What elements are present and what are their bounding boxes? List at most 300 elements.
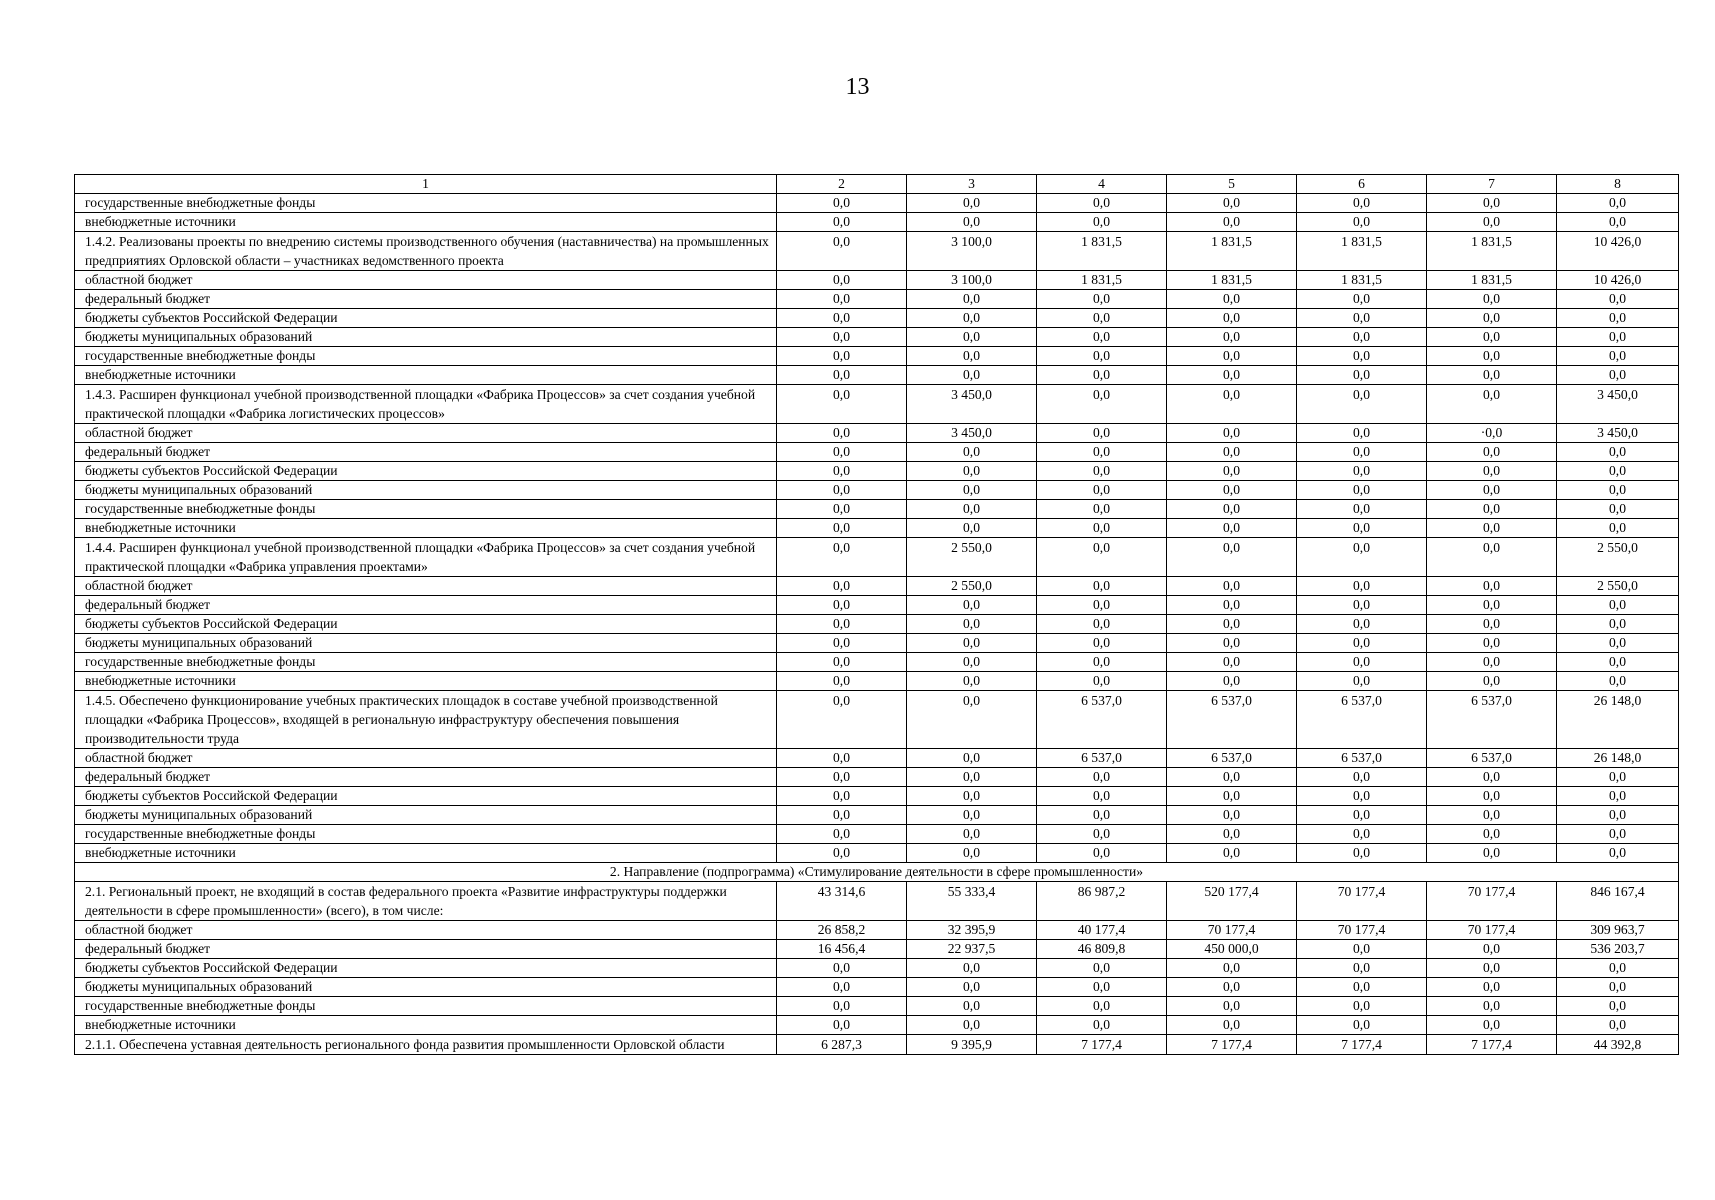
budget-table: [74, 174, 1679, 1055]
row-value: 0,0: [1557, 634, 1679, 653]
row-value: 0,0: [1427, 577, 1557, 596]
row-value: 0,0: [1167, 672, 1297, 691]
row-label: бюджеты муниципальных образований: [75, 634, 777, 653]
row-value: 6 537,0: [1167, 691, 1297, 749]
row-value: 0,0: [777, 787, 907, 806]
row-value: 0,0: [1557, 290, 1679, 309]
row-value: 0,0: [1037, 787, 1167, 806]
row-value: 0,0: [1557, 347, 1679, 366]
row-value: 0,0: [907, 672, 1037, 691]
row-value: 0,0: [777, 615, 907, 634]
table-row: [75, 844, 1679, 863]
row-value: 0,0: [1037, 328, 1167, 347]
row-value: 0,0: [907, 596, 1037, 615]
row-value: 0,0: [1167, 577, 1297, 596]
column-number: 2: [777, 175, 907, 194]
row-value: 0,0: [777, 462, 907, 481]
row-value: 6 537,0: [1167, 749, 1297, 768]
row-value: 0,0: [907, 481, 1037, 500]
row-value: 0,0: [1037, 634, 1167, 653]
row-value: 0,0: [1167, 978, 1297, 997]
row-value: 0,0: [1427, 672, 1557, 691]
table-row: [75, 978, 1679, 997]
row-value: 0,0: [1037, 519, 1167, 538]
row-value: 0,0: [1427, 787, 1557, 806]
row-value: 0,0: [1167, 213, 1297, 232]
row-value: 0,0: [777, 290, 907, 309]
row-label: 1.4.2. Реализованы проекты по внедрению системы производственного обучения (наставничества) на промышленных предприятиях Орловской области – участниках ведомственного проекта: [75, 232, 777, 271]
row-value: 0,0: [1297, 940, 1427, 959]
row-value: 520 177,4: [1167, 882, 1297, 921]
row-value: 0,0: [777, 749, 907, 768]
row-value: 0,0: [907, 366, 1037, 385]
row-label: государственные внебюджетные фонды: [75, 347, 777, 366]
row-value: 0,0: [1557, 978, 1679, 997]
row-label: государственные внебюджетные фонды: [75, 500, 777, 519]
row-value: 1 831,5: [1167, 271, 1297, 290]
row-value: 70 177,4: [1167, 921, 1297, 940]
row-value: 0,0: [1297, 634, 1427, 653]
table-row: [75, 519, 1679, 538]
row-value: 0,0: [1427, 385, 1557, 424]
row-value: 0,0: [1297, 500, 1427, 519]
row-value: 0,0: [777, 691, 907, 749]
row-value: 1 831,5: [1167, 232, 1297, 271]
row-value: 0,0: [777, 519, 907, 538]
row-value: 0,0: [777, 672, 907, 691]
row-value: 6 537,0: [1037, 691, 1167, 749]
row-value: 0,0: [1037, 443, 1167, 462]
row-value: 0,0: [1297, 462, 1427, 481]
row-label: федеральный бюджет: [75, 443, 777, 462]
row-value: 0,0: [1557, 615, 1679, 634]
row-value: 0,0: [1167, 959, 1297, 978]
row-value: 3 450,0: [1557, 385, 1679, 424]
row-value: 0,0: [1297, 347, 1427, 366]
row-value: 0,0: [1427, 1016, 1557, 1035]
row-label: бюджеты субъектов Российской Федерации: [75, 462, 777, 481]
row-label: 2.1. Региональный проект, не входящий в состав федерального проекта «Развитие инфраструктуры поддержки деятельности в сфере промышленности» (всего), в том числе:: [75, 882, 777, 921]
row-value: 0,0: [1037, 481, 1167, 500]
table-row: [75, 596, 1679, 615]
table-row: [75, 1035, 1679, 1055]
row-value: 0,0: [1037, 653, 1167, 672]
row-value: 0,0: [1427, 538, 1557, 577]
row-value: 0,0: [1297, 290, 1427, 309]
row-value: 26 858,2: [777, 921, 907, 940]
row-label: внебюджетные источники: [75, 519, 777, 538]
row-value: 0,0: [1037, 577, 1167, 596]
row-value: 0,0: [777, 194, 907, 213]
row-value: 0,0: [1427, 806, 1557, 825]
row-label: бюджеты субъектов Российской Федерации: [75, 309, 777, 328]
row-value: 0,0: [1167, 519, 1297, 538]
column-number: 6: [1297, 175, 1427, 194]
row-value: 0,0: [777, 653, 907, 672]
row-value: 0,0: [777, 978, 907, 997]
row-value: 0,0: [1557, 806, 1679, 825]
row-value: 450 000,0: [1167, 940, 1297, 959]
row-value: 0,0: [1427, 825, 1557, 844]
row-label: 1.4.3. Расширен функционал учебной производственной площадки «Фабрика Процессов» за счет создания учебной практической площадки «Фабрика логистических процессов»: [75, 385, 777, 424]
row-value: 0,0: [1167, 653, 1297, 672]
row-value: 1 831,5: [1037, 232, 1167, 271]
row-value: 0,0: [1037, 500, 1167, 519]
row-value: 0,0: [1037, 672, 1167, 691]
row-value: 43 314,6: [777, 882, 907, 921]
row-value: 0,0: [907, 194, 1037, 213]
row-value: 6 537,0: [1297, 749, 1427, 768]
row-value: 0,0: [1557, 1016, 1679, 1035]
row-value: 0,0: [907, 615, 1037, 634]
row-value: 0,0: [1427, 213, 1557, 232]
row-value: 0,0: [1037, 462, 1167, 481]
table-row: [75, 385, 1679, 424]
row-value: 0,0: [907, 844, 1037, 863]
row-value: 0,0: [907, 768, 1037, 787]
row-value: 0,0: [907, 309, 1037, 328]
table-row: [75, 806, 1679, 825]
table-row: [75, 309, 1679, 328]
row-value: 0,0: [907, 749, 1037, 768]
column-number: 5: [1167, 175, 1297, 194]
table-row: [75, 347, 1679, 366]
row-value: 0,0: [907, 1016, 1037, 1035]
row-value: 0,0: [1167, 424, 1297, 443]
row-value: 0,0: [1167, 825, 1297, 844]
row-value: 0,0: [907, 691, 1037, 749]
row-label: государственные внебюджетные фонды: [75, 653, 777, 672]
row-value: 0,0: [907, 443, 1037, 462]
row-value: 7 177,4: [1167, 1035, 1297, 1055]
row-value: 0,0: [1427, 347, 1557, 366]
column-number: 8: [1557, 175, 1679, 194]
row-value: 0,0: [907, 653, 1037, 672]
row-value: 0,0: [777, 806, 907, 825]
row-value: 0,0: [1037, 347, 1167, 366]
row-value: 0,0: [1427, 443, 1557, 462]
row-value: 0,0: [1167, 290, 1297, 309]
row-value: 0,0: [1037, 978, 1167, 997]
row-label: внебюджетные источники: [75, 672, 777, 691]
row-value: 0,0: [907, 825, 1037, 844]
row-value: 0,0: [1037, 997, 1167, 1016]
row-value: 7 177,4: [1427, 1035, 1557, 1055]
row-value: 6 537,0: [1427, 691, 1557, 749]
row-value: 0,0: [1167, 844, 1297, 863]
table-row: [75, 882, 1679, 921]
row-value: 0,0: [777, 328, 907, 347]
row-value: 0,0: [907, 290, 1037, 309]
row-value: 846 167,4: [1557, 882, 1679, 921]
row-value: 0,0: [1557, 309, 1679, 328]
row-label: федеральный бюджет: [75, 596, 777, 615]
row-value: 3 100,0: [907, 271, 1037, 290]
column-number: 3: [907, 175, 1037, 194]
row-value: 2 550,0: [1557, 538, 1679, 577]
row-value: 0,0: [1037, 309, 1167, 328]
row-label: бюджеты субъектов Российской Федерации: [75, 959, 777, 978]
row-value: 0,0: [1037, 213, 1167, 232]
row-value: 0,0: [777, 385, 907, 424]
row-value: 6 537,0: [1427, 749, 1557, 768]
row-value: 0,0: [1427, 653, 1557, 672]
row-value: 3 450,0: [907, 424, 1037, 443]
table-row: [75, 672, 1679, 691]
row-value: 0,0: [1037, 1016, 1167, 1035]
table-row: [75, 615, 1679, 634]
table-row: [75, 634, 1679, 653]
row-value: 0,0: [1557, 997, 1679, 1016]
row-value: 0,0: [1297, 787, 1427, 806]
row-value: 32 395,9: [907, 921, 1037, 940]
row-value: 1 831,5: [1297, 232, 1427, 271]
row-value: 0,0: [1557, 328, 1679, 347]
table-row: [75, 997, 1679, 1016]
row-value: 0,0: [1167, 481, 1297, 500]
row-value: 0,0: [1167, 997, 1297, 1016]
row-value: 0,0: [1557, 519, 1679, 538]
table-row: [75, 653, 1679, 672]
row-label: федеральный бюджет: [75, 940, 777, 959]
row-value: 46 809,8: [1037, 940, 1167, 959]
row-value: 0,0: [777, 271, 907, 290]
row-value: 0,0: [777, 347, 907, 366]
row-value: 0,0: [1297, 538, 1427, 577]
row-label: федеральный бюджет: [75, 768, 777, 787]
row-value: 0,0: [1167, 500, 1297, 519]
table-row: [75, 366, 1679, 385]
row-value: 0,0: [1557, 959, 1679, 978]
row-value: 0,0: [1557, 787, 1679, 806]
table-row: [75, 213, 1679, 232]
row-value: 0,0: [1427, 519, 1557, 538]
row-value: 0,0: [1557, 844, 1679, 863]
row-value: 0,0: [1557, 443, 1679, 462]
row-value: 0,0: [777, 424, 907, 443]
row-value: 0,0: [1297, 443, 1427, 462]
column-number-row: [75, 175, 1679, 194]
row-value: 0,0: [777, 577, 907, 596]
row-value: 9 395,9: [907, 1035, 1037, 1055]
row-value: 1 831,5: [1037, 271, 1167, 290]
row-value: 0,0: [1037, 385, 1167, 424]
row-value: 0,0: [777, 768, 907, 787]
row-value: 0,0: [1427, 462, 1557, 481]
row-value: 0,0: [1427, 500, 1557, 519]
row-value: 0,0: [907, 806, 1037, 825]
row-value: 0,0: [1557, 500, 1679, 519]
row-label: государственные внебюджетные фонды: [75, 825, 777, 844]
row-value: 0,0: [1427, 328, 1557, 347]
table-row: [75, 768, 1679, 787]
row-value: 0,0: [777, 443, 907, 462]
row-value: 0,0: [1037, 538, 1167, 577]
row-value: 0,0: [1297, 825, 1427, 844]
table-row: [75, 424, 1679, 443]
row-value: 0,0: [907, 500, 1037, 519]
row-value: 0,0: [1167, 768, 1297, 787]
row-value: 70 177,4: [1427, 921, 1557, 940]
row-label: областной бюджет: [75, 577, 777, 596]
row-value: 0,0: [1167, 309, 1297, 328]
row-value: 0,0: [1297, 328, 1427, 347]
row-value: 0,0: [1037, 596, 1167, 615]
row-value: 0,0: [777, 997, 907, 1016]
row-value: 0,0: [1427, 768, 1557, 787]
row-label: областной бюджет: [75, 749, 777, 768]
row-value: 0,0: [1557, 213, 1679, 232]
row-value: 26 148,0: [1557, 691, 1679, 749]
row-label: бюджеты муниципальных образований: [75, 481, 777, 500]
row-value: 0,0: [1297, 615, 1427, 634]
table-row: [75, 787, 1679, 806]
row-value: 0,0: [1037, 959, 1167, 978]
row-value: 0,0: [1167, 194, 1297, 213]
row-value: 0,0: [1167, 615, 1297, 634]
row-value: 0,0: [1557, 462, 1679, 481]
row-value: 0,0: [777, 481, 907, 500]
row-value: 0,0: [1167, 347, 1297, 366]
row-value: 0,0: [777, 500, 907, 519]
row-value: 40 177,4: [1037, 921, 1167, 940]
row-value: 3 450,0: [907, 385, 1037, 424]
table-row: [75, 232, 1679, 271]
row-label: областной бюджет: [75, 271, 777, 290]
row-value: 1 831,5: [1297, 271, 1427, 290]
row-value: 7 177,4: [1297, 1035, 1427, 1055]
row-value: 2 550,0: [1557, 577, 1679, 596]
row-value: 0,0: [1427, 481, 1557, 500]
row-value: 0,0: [1297, 366, 1427, 385]
column-number: 7: [1427, 175, 1557, 194]
table-row: [75, 1016, 1679, 1035]
row-label: 1.4.4. Расширен функционал учебной производственной площадки «Фабрика Процессов» за счет создания учебной практической площадки «Фабрика управления проектами»: [75, 538, 777, 577]
section-row: [75, 863, 1679, 882]
row-value: 0,0: [1557, 768, 1679, 787]
row-value: 0,0: [1297, 424, 1427, 443]
row-label: 2.1.1. Обеспечена уставная деятельность регионального фонда развития промышленности Орловской области: [75, 1035, 777, 1055]
row-value: 0,0: [1297, 959, 1427, 978]
row-value: 0,0: [777, 959, 907, 978]
row-value: 0,0: [907, 213, 1037, 232]
row-label: бюджеты муниципальных образований: [75, 328, 777, 347]
row-value: 0,0: [907, 787, 1037, 806]
row-value: 70 177,4: [1297, 882, 1427, 921]
row-label: государственные внебюджетные фонды: [75, 194, 777, 213]
row-value: 0,0: [1037, 424, 1167, 443]
row-value: 0,0: [1427, 940, 1557, 959]
row-value: 0,0: [1297, 596, 1427, 615]
row-value: 0,0: [907, 959, 1037, 978]
row-value: 16 456,4: [777, 940, 907, 959]
row-label: 1.4.5. Обеспечено функционирование учебных практических площадок в составе учебной производственной площадки «Фабрика Процессов», входящей в региональную инфраструктуру обеспечения повышения производительности труда: [75, 691, 777, 749]
row-value: 0,0: [1297, 385, 1427, 424]
section-title: 2. Направление (подпрограмма) «Стимулирование деятельности в сфере промышленности»: [75, 863, 1679, 882]
row-value: 7 177,4: [1037, 1035, 1167, 1055]
row-value: 3 450,0: [1557, 424, 1679, 443]
row-label: внебюджетные источники: [75, 213, 777, 232]
table-row: [75, 481, 1679, 500]
row-value: 0,0: [1167, 443, 1297, 462]
table-row: [75, 825, 1679, 844]
row-value: 0,0: [1037, 290, 1167, 309]
row-value: 0,0: [1297, 309, 1427, 328]
row-value: 6 537,0: [1037, 749, 1167, 768]
row-label: федеральный бюджет: [75, 290, 777, 309]
row-value: 0,0: [1427, 997, 1557, 1016]
row-value: 0,0: [907, 347, 1037, 366]
row-value: 26 148,0: [1557, 749, 1679, 768]
row-value: 0,0: [777, 596, 907, 615]
budget-table-body: [75, 175, 1679, 1055]
row-value: 0,0: [1167, 328, 1297, 347]
row-value: 0,0: [777, 825, 907, 844]
row-value: 0,0: [907, 519, 1037, 538]
row-value: 0,0: [1297, 519, 1427, 538]
row-value: 0,0: [777, 538, 907, 577]
row-value: 0,0: [1037, 194, 1167, 213]
page-number: 13: [845, 74, 870, 100]
row-value: 0,0: [907, 328, 1037, 347]
row-value: 55 333,4: [907, 882, 1037, 921]
table-row: [75, 538, 1679, 577]
table-row: [75, 271, 1679, 290]
row-value: 0,0: [1427, 959, 1557, 978]
row-value: 0,0: [1557, 194, 1679, 213]
row-value: 536 203,7: [1557, 940, 1679, 959]
row-value: 0,0: [777, 844, 907, 863]
row-value: 0,0: [1167, 806, 1297, 825]
row-value: 0,0: [1297, 768, 1427, 787]
row-label: областной бюджет: [75, 424, 777, 443]
table-row: [75, 443, 1679, 462]
row-value: 0,0: [1427, 366, 1557, 385]
row-value: 0,0: [1297, 213, 1427, 232]
row-value: 0,0: [1557, 672, 1679, 691]
row-value: 0,0: [1167, 634, 1297, 653]
row-value: 0,0: [1167, 787, 1297, 806]
table-row: [75, 959, 1679, 978]
row-label: областной бюджет: [75, 921, 777, 940]
row-value: 0,0: [1167, 462, 1297, 481]
row-value: 0,0: [1297, 806, 1427, 825]
row-value: 0,0: [1427, 309, 1557, 328]
row-value: 1 831,5: [1427, 271, 1557, 290]
row-value: 0,0: [777, 634, 907, 653]
table-row: [75, 940, 1679, 959]
row-value: 309 963,7: [1557, 921, 1679, 940]
row-value: 0,0: [1557, 825, 1679, 844]
row-value: 0,0: [1037, 806, 1167, 825]
row-value: 2 550,0: [907, 577, 1037, 596]
row-label: бюджеты субъектов Российской Федерации: [75, 787, 777, 806]
row-value: 0,0: [1427, 978, 1557, 997]
row-label: внебюджетные источники: [75, 366, 777, 385]
row-value: 6 287,3: [777, 1035, 907, 1055]
row-value: 0,0: [777, 309, 907, 328]
table-row: [75, 500, 1679, 519]
row-value: ·0,0: [1427, 424, 1557, 443]
row-label: внебюджетные источники: [75, 1016, 777, 1035]
row-value: 0,0: [777, 213, 907, 232]
row-label: бюджеты субъектов Российской Федерации: [75, 615, 777, 634]
row-value: 70 177,4: [1297, 921, 1427, 940]
row-label: государственные внебюджетные фонды: [75, 997, 777, 1016]
row-value: 0,0: [1557, 653, 1679, 672]
table-row: [75, 921, 1679, 940]
row-value: 0,0: [1297, 577, 1427, 596]
